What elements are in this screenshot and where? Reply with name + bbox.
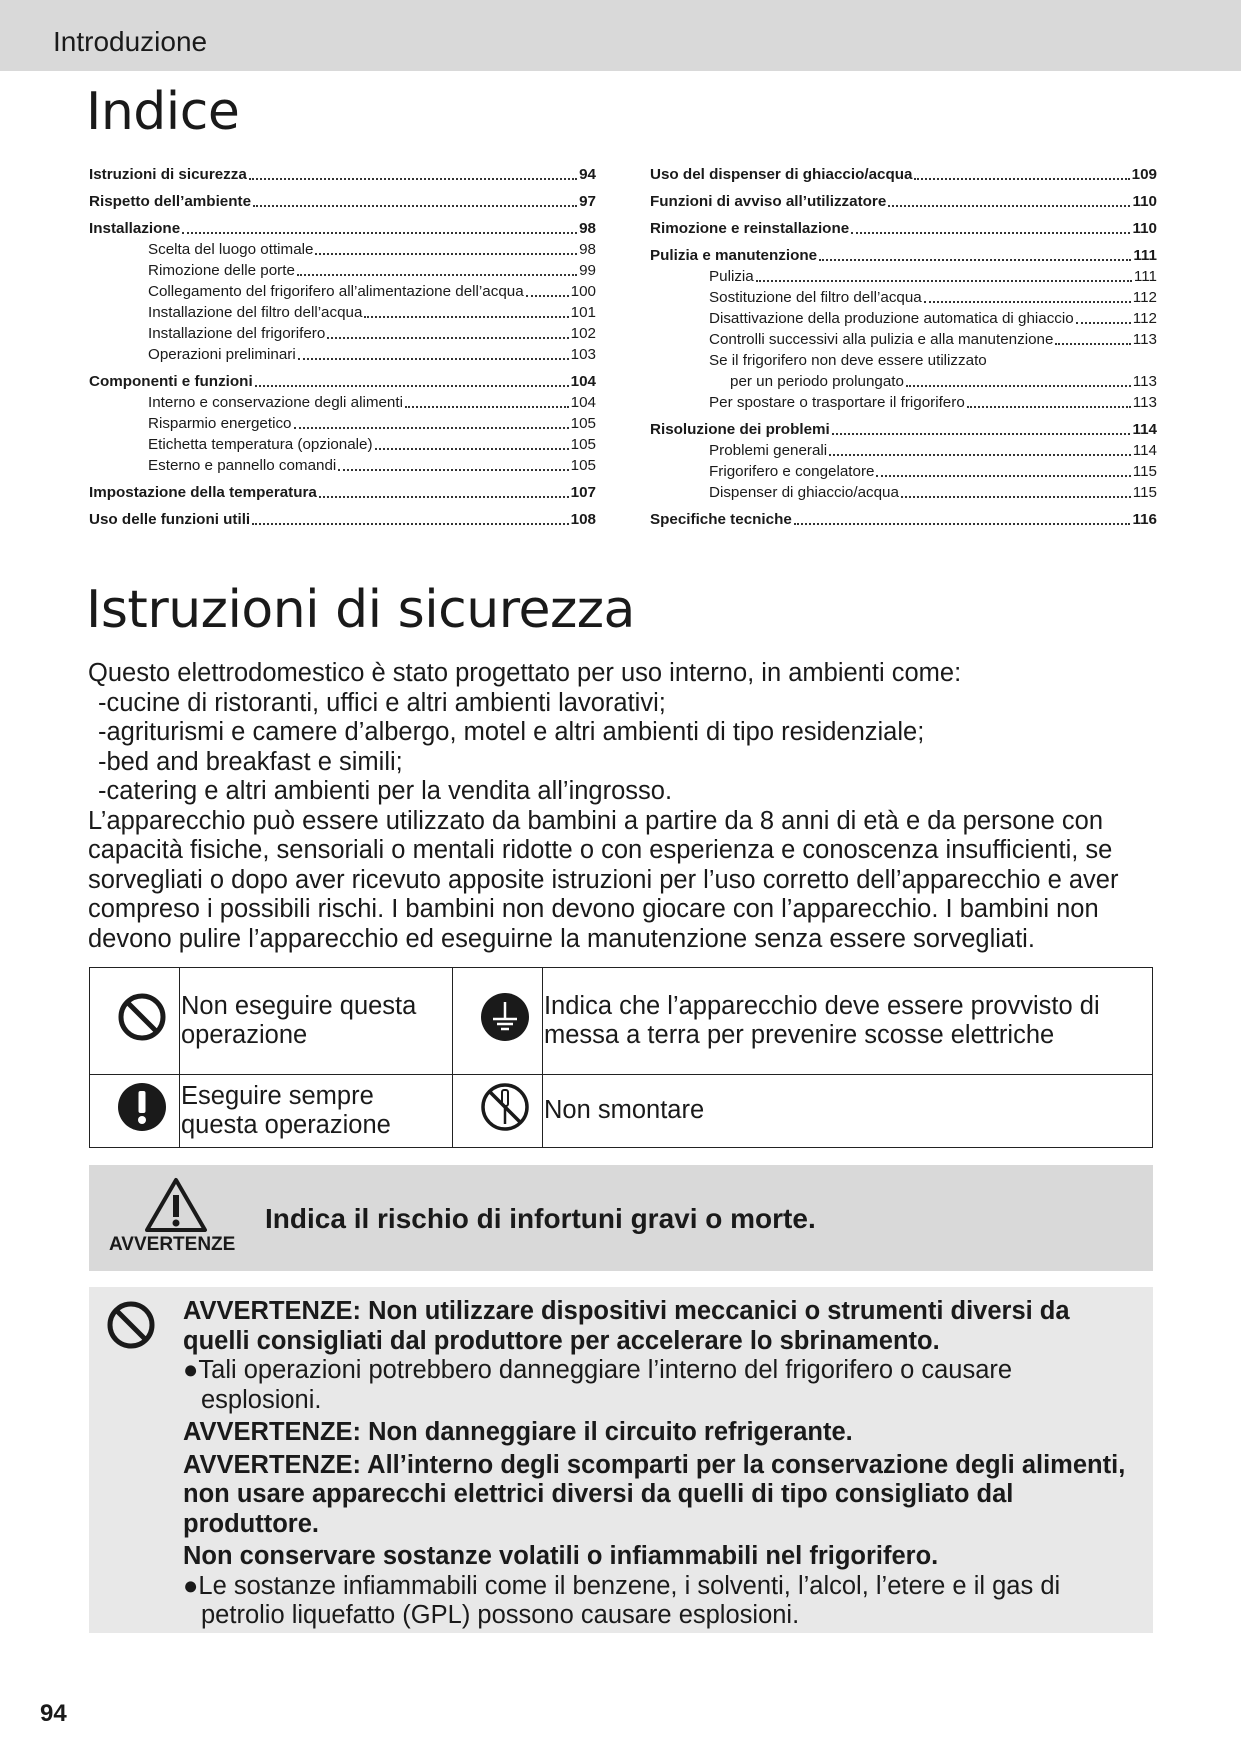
symbols-table xyxy=(89,967,1153,1148)
toc-entry-page: 100 xyxy=(570,283,596,300)
toc-leader-dots xyxy=(924,300,1131,303)
toc-right-column xyxy=(650,164,1157,530)
toc-entry-label: Risoluzione dei problemi xyxy=(650,421,830,438)
toc-entry[interactable] xyxy=(89,434,596,455)
toc-leader-dots xyxy=(526,294,569,297)
prohibit-icon xyxy=(90,968,180,1075)
toc-entry[interactable] xyxy=(650,329,1157,350)
toc-entry[interactable] xyxy=(89,344,596,365)
list-item: -catering e altri ambienti per la vendita all’ingrosso. xyxy=(98,777,673,805)
toc-entry-label: Componenti e funzioni xyxy=(89,373,253,390)
toc-entry-label: Se il frigorifero non deve essere utilizzato xyxy=(709,352,987,369)
toc-entry-page: 97 xyxy=(579,193,596,210)
toc-entry-page: 115 xyxy=(1132,463,1157,480)
mandatory-icon xyxy=(90,1075,180,1148)
toc-entry-page: 105 xyxy=(570,457,596,474)
toc-entry[interactable] xyxy=(650,266,1157,287)
toc-leader-dots xyxy=(249,177,577,180)
warning-label: AVVERTENZE xyxy=(109,1234,236,1255)
mandatory-text: Eseguire sempre questa operazione xyxy=(180,1075,453,1148)
toc-entry-label: Problemi generali xyxy=(709,442,828,459)
toc-entry-page: 109 xyxy=(1131,166,1157,183)
toc-entry-label: Disattivazione della produzione automatica di ghiaccio xyxy=(709,310,1074,327)
toc-leader-dots xyxy=(1055,342,1130,345)
toc-entry-label: Rimozione delle porte xyxy=(148,262,295,279)
toc-leader-dots xyxy=(298,357,569,360)
toc-leader-dots xyxy=(1076,321,1131,324)
toc-leader-dots xyxy=(405,405,569,408)
toc-leader-dots xyxy=(794,522,1131,525)
toc-entry[interactable] xyxy=(650,191,1157,212)
warning-4: Non conservare sostanze volatili o infiammabili nel frigorifero. xyxy=(183,1542,939,1570)
warning-4-note: ●Le sostanze infiammabili come il benzene, i solventi, l’alcol, l’etere e il gas di petrolio liquefatto (GPL) possono causare esplosioni. xyxy=(183,1571,1061,1629)
toc-entry[interactable] xyxy=(650,218,1157,239)
warning-2: AVVERTENZE: Non danneggiare il circuito refrigerante. xyxy=(183,1418,853,1446)
no-disassemble-icon xyxy=(452,1075,542,1148)
warning-message: Indica il rischio di infortuni gravi o morte. xyxy=(265,1203,816,1234)
toc-entry-page: 111 xyxy=(1133,247,1157,264)
toc-entry-label: Installazione del filtro dell’acqua xyxy=(148,304,363,321)
toc-entry[interactable] xyxy=(89,260,596,281)
ground-icon xyxy=(452,968,542,1075)
toc-leader-dots xyxy=(832,432,1131,435)
toc-leader-dots xyxy=(876,474,1130,477)
toc-leader-dots xyxy=(182,231,577,234)
toc-entry-page: 113 xyxy=(1132,331,1157,348)
toc-entry[interactable] xyxy=(650,482,1157,503)
toc-entry-label: Pulizia xyxy=(709,268,754,285)
toc-entry-page: 102 xyxy=(570,325,596,342)
toc-leader-dots xyxy=(819,258,1131,261)
toc-entry-page: 114 xyxy=(1132,421,1157,438)
toc-entry-page: 98 xyxy=(579,241,596,258)
toc-entry[interactable] xyxy=(89,239,596,260)
warnings-box xyxy=(89,1287,1153,1633)
toc-entry-label: Scelta del luogo ottimale xyxy=(148,241,314,258)
toc-entry[interactable] xyxy=(650,371,1157,392)
toc-leader-dots xyxy=(829,453,1131,456)
toc-leader-dots xyxy=(375,447,569,450)
toc-entry[interactable] xyxy=(650,164,1157,185)
toc-entry-page: 103 xyxy=(570,346,596,363)
toc-entry-label: Specifiche tecniche xyxy=(650,511,792,528)
toc-entry-label: Rispetto dell’ambiente xyxy=(89,193,252,210)
prohibit-text: Non eseguire questa operazione xyxy=(180,968,453,1075)
toc-entry-label: Interno e conservazione degli alimenti xyxy=(148,394,403,411)
toc-left-column xyxy=(89,164,596,530)
toc-leader-dots xyxy=(906,384,1131,387)
list-item: -bed and breakfast e simili; xyxy=(98,747,403,776)
toc-entry-label: Dispenser di ghiaccio/acqua xyxy=(709,484,899,501)
toc-entry[interactable] xyxy=(89,281,596,302)
index-title: Indice xyxy=(86,82,240,142)
toc-entry[interactable] xyxy=(650,308,1157,329)
toc-entry-page: 114 xyxy=(1132,442,1157,459)
warning-1-note: ●Tali operazioni potrebbero danneggiare l’interno del frigorifero o causare esplosioni. xyxy=(183,1356,1013,1414)
toc-entry[interactable] xyxy=(89,482,596,503)
toc-entry[interactable] xyxy=(89,302,596,323)
toc-leader-dots xyxy=(297,273,577,276)
toc-entry-page: 111 xyxy=(1133,268,1157,285)
toc-entry-label: Controlli successivi alla pulizia e alla manutenzione xyxy=(709,331,1054,348)
toc-leader-dots xyxy=(989,365,1155,366)
toc-leader-dots xyxy=(364,315,568,318)
toc-entry-page: 94 xyxy=(579,166,596,183)
toc-entry-page: 104 xyxy=(570,373,596,390)
toc-leader-dots xyxy=(252,522,569,525)
toc-entry-label: Collegamento del frigorifero all’alimentazione dell’acqua xyxy=(148,283,524,300)
header-bar xyxy=(0,0,1241,71)
toc-entry-label: Impostazione della temperatura xyxy=(89,484,317,501)
children-paragraph: L’apparecchio può essere utilizzato da bambini a partire da 8 anni di età e da persone con capacità fisiche, sensoriali o mentali ridotte o con esperienza e conoscenza insufficienti, se sorvegliati o dopo aver ricevuto apposite istruzioni per l’uso corretto dell’apparecchio e aver compreso i possibili rischi. I bambini non devono giocare con l’apparecchio. I bambini non devono pulire l’apparecchio ed eseguirne la manutenzione senza essere sorvegliati. xyxy=(88,806,1119,953)
toc-leader-dots xyxy=(851,231,1130,234)
toc-entry-page: 108 xyxy=(570,511,596,528)
toc-entry-page: 105 xyxy=(570,415,596,432)
prohibit-icon xyxy=(106,1300,156,1350)
toc-entry-label: Installazione del frigorifero xyxy=(148,325,326,342)
toc-entry[interactable] xyxy=(89,164,596,185)
toc-entry-page: 113 xyxy=(1132,394,1157,411)
toc-entry[interactable] xyxy=(650,440,1157,461)
toc-leader-dots xyxy=(967,405,1131,408)
toc-leader-dots xyxy=(914,177,1129,180)
toc-entry-label: Istruzioni di sicurezza xyxy=(89,166,247,183)
toc-entry-label: Installazione xyxy=(89,220,181,237)
toc-leader-dots xyxy=(327,336,568,339)
toc-entry-page: 99 xyxy=(579,262,596,279)
toc-entry-page: 116 xyxy=(1132,511,1157,528)
toc-leader-dots xyxy=(338,468,568,471)
toc-entry-page: 101 xyxy=(570,304,596,321)
toc-entry[interactable] xyxy=(650,350,1157,371)
toc-entry-page: 104 xyxy=(570,394,596,411)
toc-entry[interactable] xyxy=(89,509,596,530)
toc-entry-label: Rimozione e reinstallazione xyxy=(650,220,850,237)
toc-entry[interactable] xyxy=(89,455,596,476)
toc-entry[interactable] xyxy=(650,245,1157,266)
list-item: -cucine di ristoranti, uffici e altri ambienti lavorativi; xyxy=(98,688,666,717)
page-number: 94 xyxy=(40,1700,67,1727)
warning-3: AVVERTENZE: All’interno degli scomparti per la conservazione degli alimenti, non usare apparecchi elettrici diversi da quelli di tipo consigliato dal produttore. xyxy=(183,1450,1126,1538)
toc-leader-dots xyxy=(315,252,577,255)
list-item: -agriturismi e camere d’albergo, motel e altri ambienti di tipo residenziale; xyxy=(98,718,925,746)
toc-leader-dots xyxy=(294,426,569,429)
toc-entry[interactable] xyxy=(89,371,596,392)
toc-leader-dots xyxy=(756,279,1132,282)
warning-bar xyxy=(89,1165,1153,1271)
toc-entry-label: per un periodo prolungato xyxy=(730,373,904,390)
toc-entry-page: 115 xyxy=(1132,484,1157,501)
toc-entry-label: Per spostare o trasportare il frigorifero xyxy=(709,394,965,411)
toc-entry[interactable] xyxy=(89,191,596,212)
toc-entry[interactable] xyxy=(650,392,1157,413)
toc-entry[interactable] xyxy=(650,287,1157,308)
toc-entry-page: 110 xyxy=(1132,193,1157,210)
toc-entry-page: 112 xyxy=(1132,310,1157,327)
toc-leader-dots xyxy=(253,204,577,207)
warning-triangle-icon xyxy=(143,1176,209,1234)
section-title: Introduzione xyxy=(53,26,208,57)
toc-entry[interactable] xyxy=(650,461,1157,482)
toc-entry-label: Sostituzione del filtro dell’acqua xyxy=(709,289,922,306)
toc-leader-dots xyxy=(255,384,569,387)
toc-leader-dots xyxy=(888,204,1130,207)
toc-leader-dots xyxy=(901,495,1131,498)
toc-entry[interactable] xyxy=(89,218,596,239)
toc-entry-label: Operazioni preliminari xyxy=(148,346,296,363)
no-disassemble-text: Non smontare xyxy=(542,1075,1152,1148)
toc-entry-label: Etichetta temperatura (opzionale) xyxy=(148,436,373,453)
toc-entry-label: Risparmio energetico xyxy=(148,415,292,432)
toc-entry[interactable] xyxy=(89,413,596,434)
toc-entry-page: 105 xyxy=(570,436,596,453)
toc-entry[interactable] xyxy=(650,509,1157,530)
toc-entry-label: Funzioni di avviso all’utilizzatore xyxy=(650,193,887,210)
toc-entry[interactable] xyxy=(650,419,1157,440)
toc-entry-page: 98 xyxy=(579,220,596,237)
toc-entry-label: Pulizia e manutenzione xyxy=(650,247,818,264)
ground-text: Indica che l’apparecchio deve essere provvisto di messa a terra per prevenire scosse elettriche xyxy=(542,968,1152,1075)
toc-entry-label: Uso del dispenser di ghiaccio/acqua xyxy=(650,166,913,183)
toc-entry[interactable] xyxy=(89,392,596,413)
toc-entry-page: 112 xyxy=(1132,289,1157,306)
toc-leader-dots xyxy=(319,495,569,498)
safety-title: Istruzioni di sicurezza xyxy=(86,580,635,640)
toc-entry-label: Frigorifero e congelatore xyxy=(709,463,875,480)
safety-intro xyxy=(88,659,1168,954)
toc-entry-label: Uso delle funzioni utili xyxy=(89,511,251,528)
intro-sentence: Questo elettrodomestico è stato progettato per uso interno, in ambienti come: xyxy=(88,659,962,687)
toc-entry-page: 110 xyxy=(1132,220,1157,237)
toc-entry-page: 107 xyxy=(570,484,596,501)
warning-1: AVVERTENZE: Non utilizzare dispositivi meccanici o strumenti diversi da quelli consigliati dal produttore per accelerare lo sbrinamento. xyxy=(183,1297,1070,1355)
toc-entry[interactable] xyxy=(89,323,596,344)
toc-entry-label: Esterno e pannello comandi xyxy=(148,457,337,474)
toc-entry-page: 113 xyxy=(1132,373,1157,390)
